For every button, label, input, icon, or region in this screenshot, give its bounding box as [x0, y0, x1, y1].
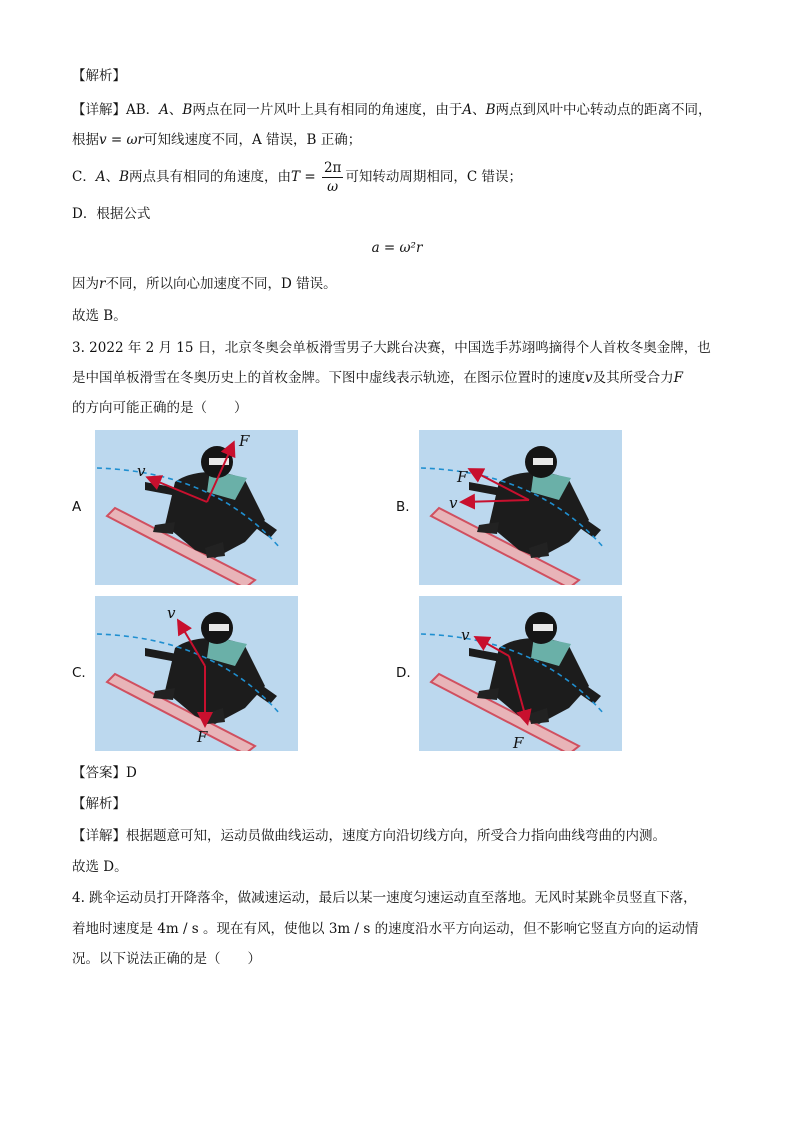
- force-label: F: [239, 432, 250, 450]
- option-d-label: D.: [396, 665, 411, 681]
- force-label: F: [457, 468, 468, 486]
- option-b-label: B.: [396, 499, 410, 515]
- option-c-image: [95, 596, 298, 751]
- q2-choice: 故选 B。: [72, 308, 127, 324]
- q3-choice: 故选 D。: [72, 859, 128, 875]
- option-a-label: A: [72, 499, 82, 515]
- fraction-2pi-over-omega: $\frac{2\pi}{\omega}$: [323, 160, 342, 195]
- velocity-label: v: [449, 494, 458, 512]
- q2-detail-line4: D．根据公式: [72, 206, 151, 222]
- q3-answer: 【答案】D: [72, 765, 137, 781]
- option-d-image: [419, 596, 622, 751]
- centripetal-formula: a = ω²r: [371, 240, 423, 256]
- q3-stem-line3: 的方向可能正确的是（ ）: [72, 400, 248, 416]
- q3-detail: 【详解】根据题意可知，运动员做曲线运动，速度方向沿切线方向，所受合力指向曲线弯曲的内测。: [72, 828, 666, 844]
- q3-stem-line2: 是中国单板滑雪在冬奥历史上的首枚金牌。下图中虚线表示轨迹，在图示位置时的速度v及其所受合力F: [72, 370, 684, 386]
- option-c-label: C.: [72, 665, 86, 681]
- q3-stem-line1: 3. 2022 年 2 月 15 日，北京冬奥会单板滑雪男子大跳台决赛，中国选手苏翊鸣摘得个人首枚冬奥金牌，也: [72, 340, 711, 356]
- velocity-label: v: [167, 604, 176, 622]
- option-a-image: [95, 430, 298, 585]
- q2-detail-line3: C．A、B两点具有相同的角速度，由T = $\frac{2\pi}{\omega}$ 可知转动周期相同，C 错误；: [72, 160, 523, 195]
- q4-stem-line1: 4. 跳伞运动员打开降落伞，做减速运动，最后以某一速度匀速运动直至落地。无风时某跳伞员竖直下落，: [72, 890, 697, 906]
- q2-detail-line2: 根据v = ωr可知线速度不同，A 错误，B 正确；: [72, 132, 362, 148]
- option-b-image: [419, 430, 622, 585]
- analysis-heading-1: 【解析】: [72, 68, 126, 84]
- force-label: F: [197, 728, 208, 746]
- force-label: F: [513, 734, 524, 751]
- q4-stem-line2: 着地时速度是 4m / s 。现在有风，使他以 3m / s 的速度沿水平方向运动，但不影响它竖直方向的运动情: [72, 921, 699, 937]
- q2-detail-line5: 因为r不同，所以向心加速度不同，D 错误。: [72, 276, 337, 292]
- velocity-label: v: [461, 626, 470, 644]
- velocity-label: v: [137, 462, 146, 480]
- q2-detail-line1: 【详解】AB．A、B两点在同一片风叶上具有相同的角速度，由于A、B两点到风叶中心转动点的距离不同，: [72, 102, 712, 118]
- analysis-heading-2: 【解析】: [72, 796, 126, 812]
- q4-stem-line3: 况。以下说法正确的是（ ）: [72, 951, 261, 967]
